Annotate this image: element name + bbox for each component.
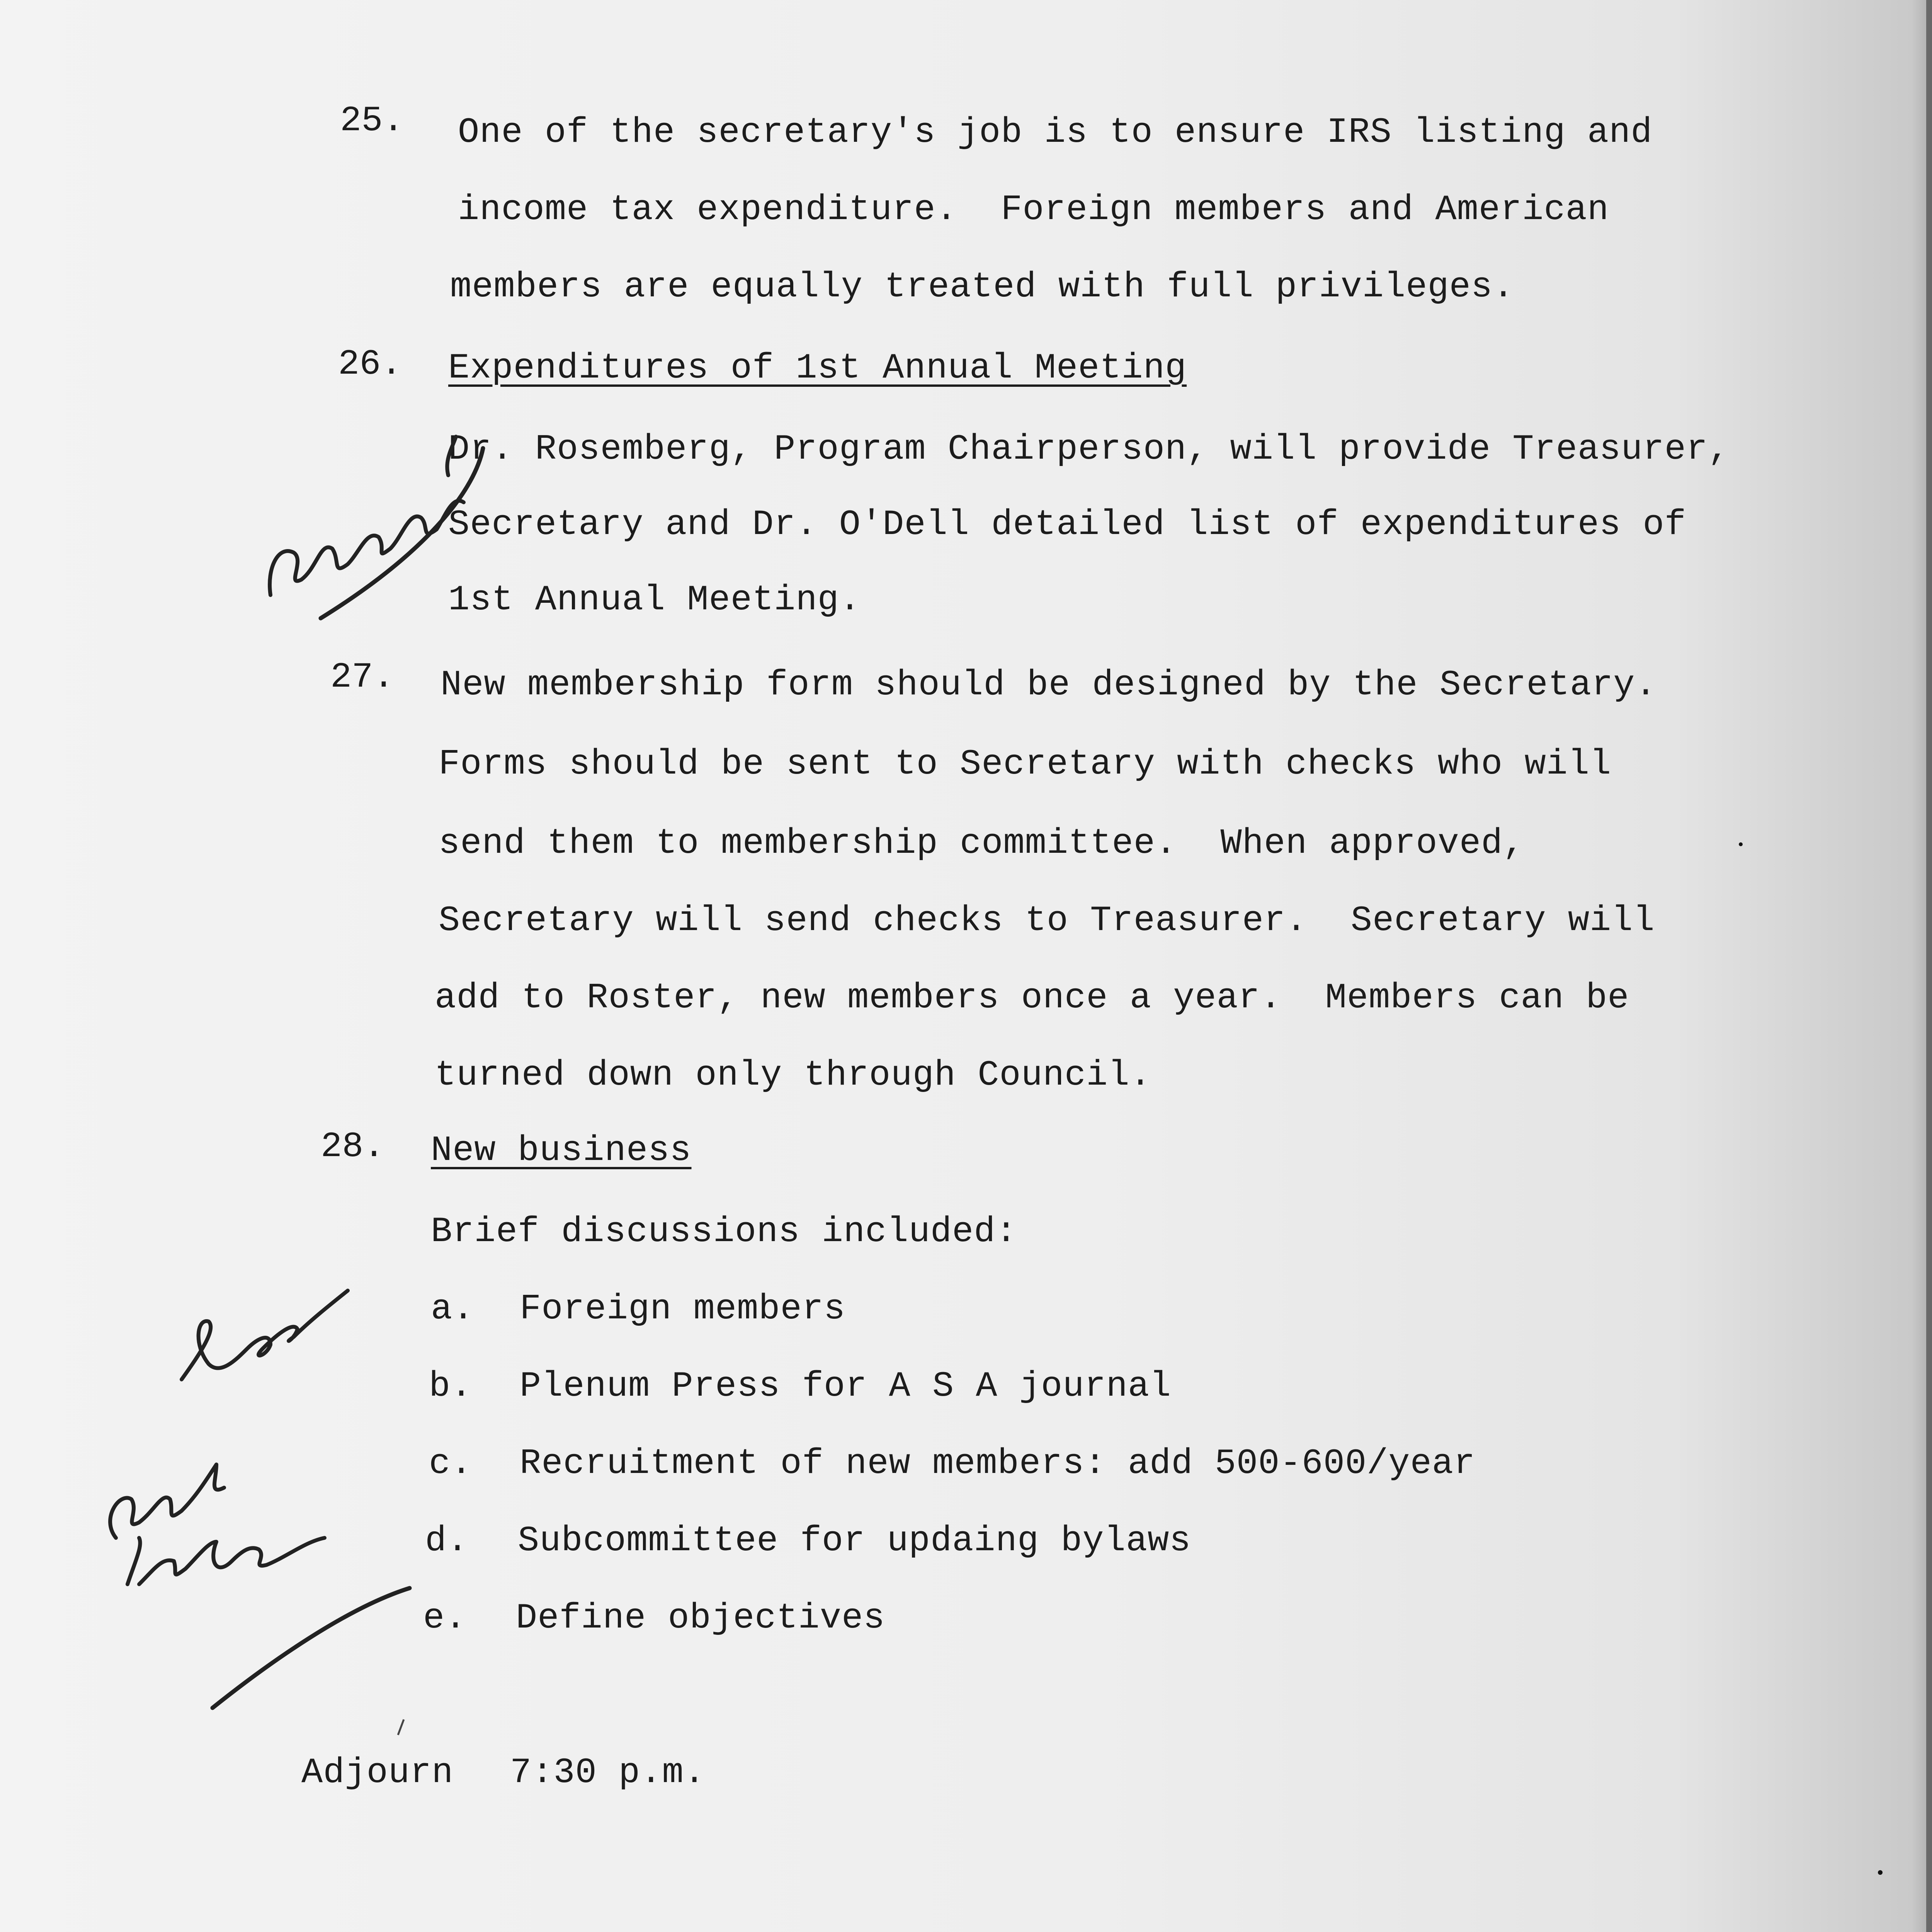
item-27-line-2: Forms should be sent to Secretary with checks who will [439, 744, 1612, 784]
sub-item-letter-e: e. [423, 1598, 467, 1638]
item-27-line-6: turned down only through Council. [435, 1055, 1151, 1095]
item-26-line-3: 1st Annual Meeting. [448, 580, 861, 620]
item-25-line-2: income tax expenditure. Foreign members and American [458, 189, 1609, 230]
item-25-line-1: One of the secretary's job is to ensure IRS listing and [458, 112, 1653, 153]
sub-item-letter-d: d. [425, 1520, 469, 1561]
sub-item-text-c: Recruitment of new members: add 500-600/year [520, 1443, 1476, 1484]
sub-item-text-d: Subcommittee for updaing bylaws [518, 1520, 1191, 1561]
item-27-line-1: New membership form should be designed by the Secretary. [440, 665, 1657, 705]
item-25-line-3: members are equally treated with full privileges. [450, 267, 1515, 307]
sub-item-text-b: Plenum Press for A S A journal [520, 1366, 1172, 1406]
adjourn-time: 7:30 p.m. [510, 1752, 706, 1793]
item-number-25: 25. [340, 100, 404, 141]
item-27-line-4: Secretary will send checks to Treasurer. Secretary will [439, 900, 1655, 941]
item-number-28: 28. [321, 1126, 385, 1167]
sub-item-letter-c: c. [429, 1443, 473, 1484]
scan-speck [1878, 1870, 1883, 1875]
pencil-tick [398, 1719, 404, 1735]
item-28-heading: New business [431, 1130, 692, 1171]
item-number-27: 27. [330, 657, 395, 697]
item-27-line-5: add to Roster, new members once a year. Members can be [435, 978, 1629, 1018]
sub-item-letter-a: a. [431, 1289, 474, 1329]
adjourn-label: Adjourn [301, 1752, 454, 1793]
sub-item-letter-b: b. [429, 1366, 473, 1406]
handwriting-see-our-notes [110, 1291, 410, 1708]
item-27-line-3: send them to membership committee. When approved, [439, 823, 1525, 864]
item-28-intro: Brief discussions included: [431, 1211, 1017, 1252]
item-26-line-1: Dr. Rosemberg, Program Chairperson, will provide Treasurer, [448, 429, 1730, 469]
scan-speck [1739, 842, 1743, 846]
item-26-heading: Expenditures of 1st Annual Meeting [448, 348, 1187, 388]
sub-item-text-a: Foreign members [520, 1289, 846, 1329]
item-number-26: 26. [338, 344, 402, 384]
item-26-line-2: Secretary and Dr. O'Dell detailed list of expenditures of [448, 504, 1686, 545]
handwriting-enclosed [270, 437, 483, 618]
sub-item-text-e: Define objectives [516, 1598, 885, 1638]
